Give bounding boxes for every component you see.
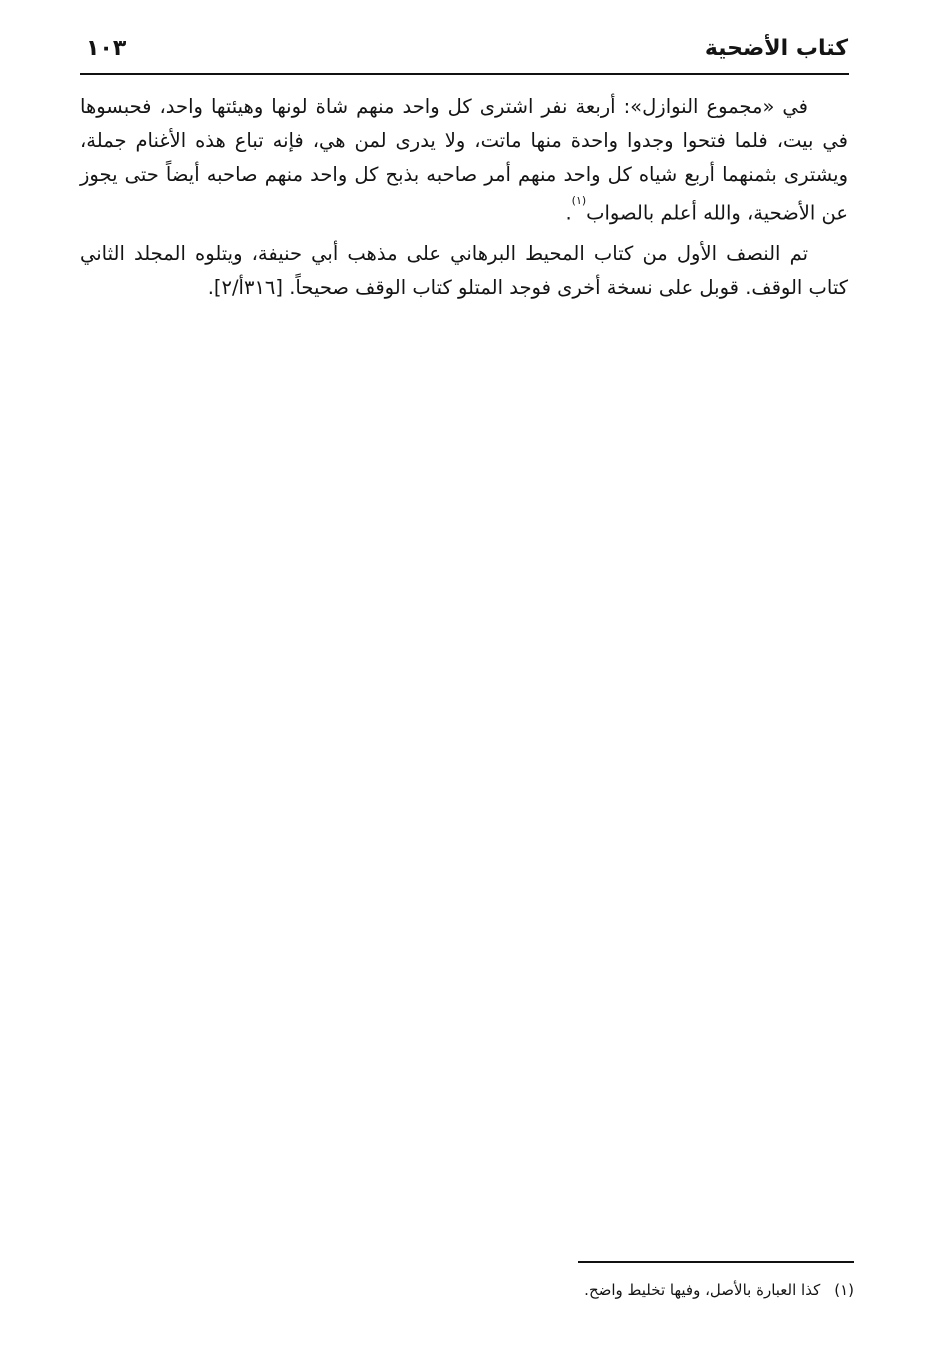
paragraph-end: . <box>565 201 572 225</box>
footnote-marker: (١) <box>571 194 587 207</box>
page-number: ١٠٣ <box>86 36 127 61</box>
manuscript-folio-reference: [٣١٦أ/٢]. <box>207 275 284 299</box>
paragraph-text: في «مجموع النوازل»: أربعة نفر اشترى كل واحد منهم شاة لونها وهيئتها واحد، فحبسوها في بيت، فلما فتحوا وجدوا واحدة منها ماتت، ولا يدرى لمن هي، فإنه تباع هذه الأغنام جملة، ويشترى بثمنهما أربع شياه كل واحد منهم أمر صاحبه بذبح كل واحد منهم صاحبه أيضاً حتى يجوز عن الأضحية، والله أعلم بالصواب <box>80 95 848 225</box>
running-head <box>80 34 848 66</box>
running-title: كتاب الأضحية <box>704 36 848 61</box>
paragraph <box>80 237 848 305</box>
paragraph-text: تم النصف الأول من كتاب المحيط البرهاني على مذهب أبي حنيفة، ويتلوه المجلد الثاني كتاب الوقف. قوبل على نسخة أخرى فوجد المتلو كتاب الوقف صحيحاً. <box>80 241 848 299</box>
footnote-number: (١) <box>834 1281 854 1299</box>
main-text <box>80 90 848 305</box>
footnote-text: كذا العبارة بالأصل، وفيها تخليط واضح. <box>584 1281 821 1299</box>
header-rule <box>80 73 849 75</box>
paragraph <box>80 90 848 231</box>
footnote <box>360 1278 854 1302</box>
footnote-rule <box>578 1261 854 1263</box>
